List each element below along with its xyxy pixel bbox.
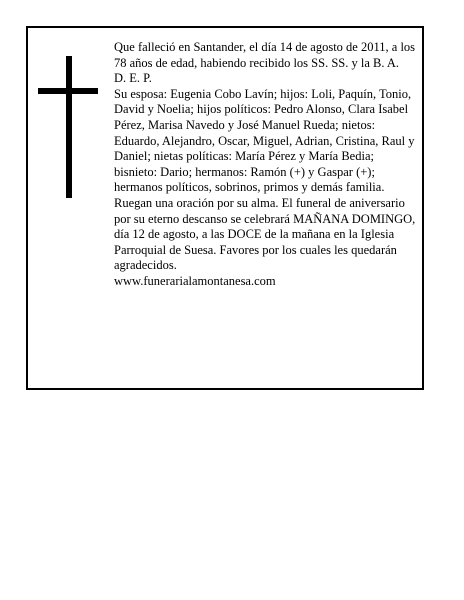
cross-vertical-bar: [66, 56, 72, 198]
death-statement: Que falleció en Santander, el día 14 de agosto de 2011, a los 78 años de edad, habiendo recibido los SS. SS. y la B. A.: [114, 40, 416, 70]
cross-horizontal-bar: [38, 88, 98, 94]
notice-text: [114, 40, 420, 290]
funeral-details: Ruegan una oración por su alma. El funeral de aniversario por su eterno descanso se celebrará MAÑANA DOMINGO, día 12 de agosto, a las DOCE de la mañana en la Iglesia Parroquial de Suesa. Favores por los cuales les quedarán agradecidos.: [114, 195, 416, 273]
funeral-home-website: www.funerarialamontanesa.com: [114, 273, 276, 288]
cross-icon: [38, 56, 98, 198]
obituary-notice: [26, 26, 424, 390]
rip-line: D. E. P.: [114, 71, 152, 86]
family-list: Su esposa: Eugenia Cobo Lavín; hijos: Loli, Paquín, Tonio, David y Noelia; hijos políticos: Pedro Alonso, Clara Isabel Pérez, Marisa Navedo y José Manuel Rueda; nietos: Eduardo, Alejandro, Oscar, Miguel, Adrian, Cristina, Raul y Daniel; nietas políticas: María Pérez y María Bedia; bisnieto: Dario; hermanos: Ramón (+) y Gaspar (+); hermanos políticos, sobrinos, primos y demás familia.: [114, 86, 415, 195]
